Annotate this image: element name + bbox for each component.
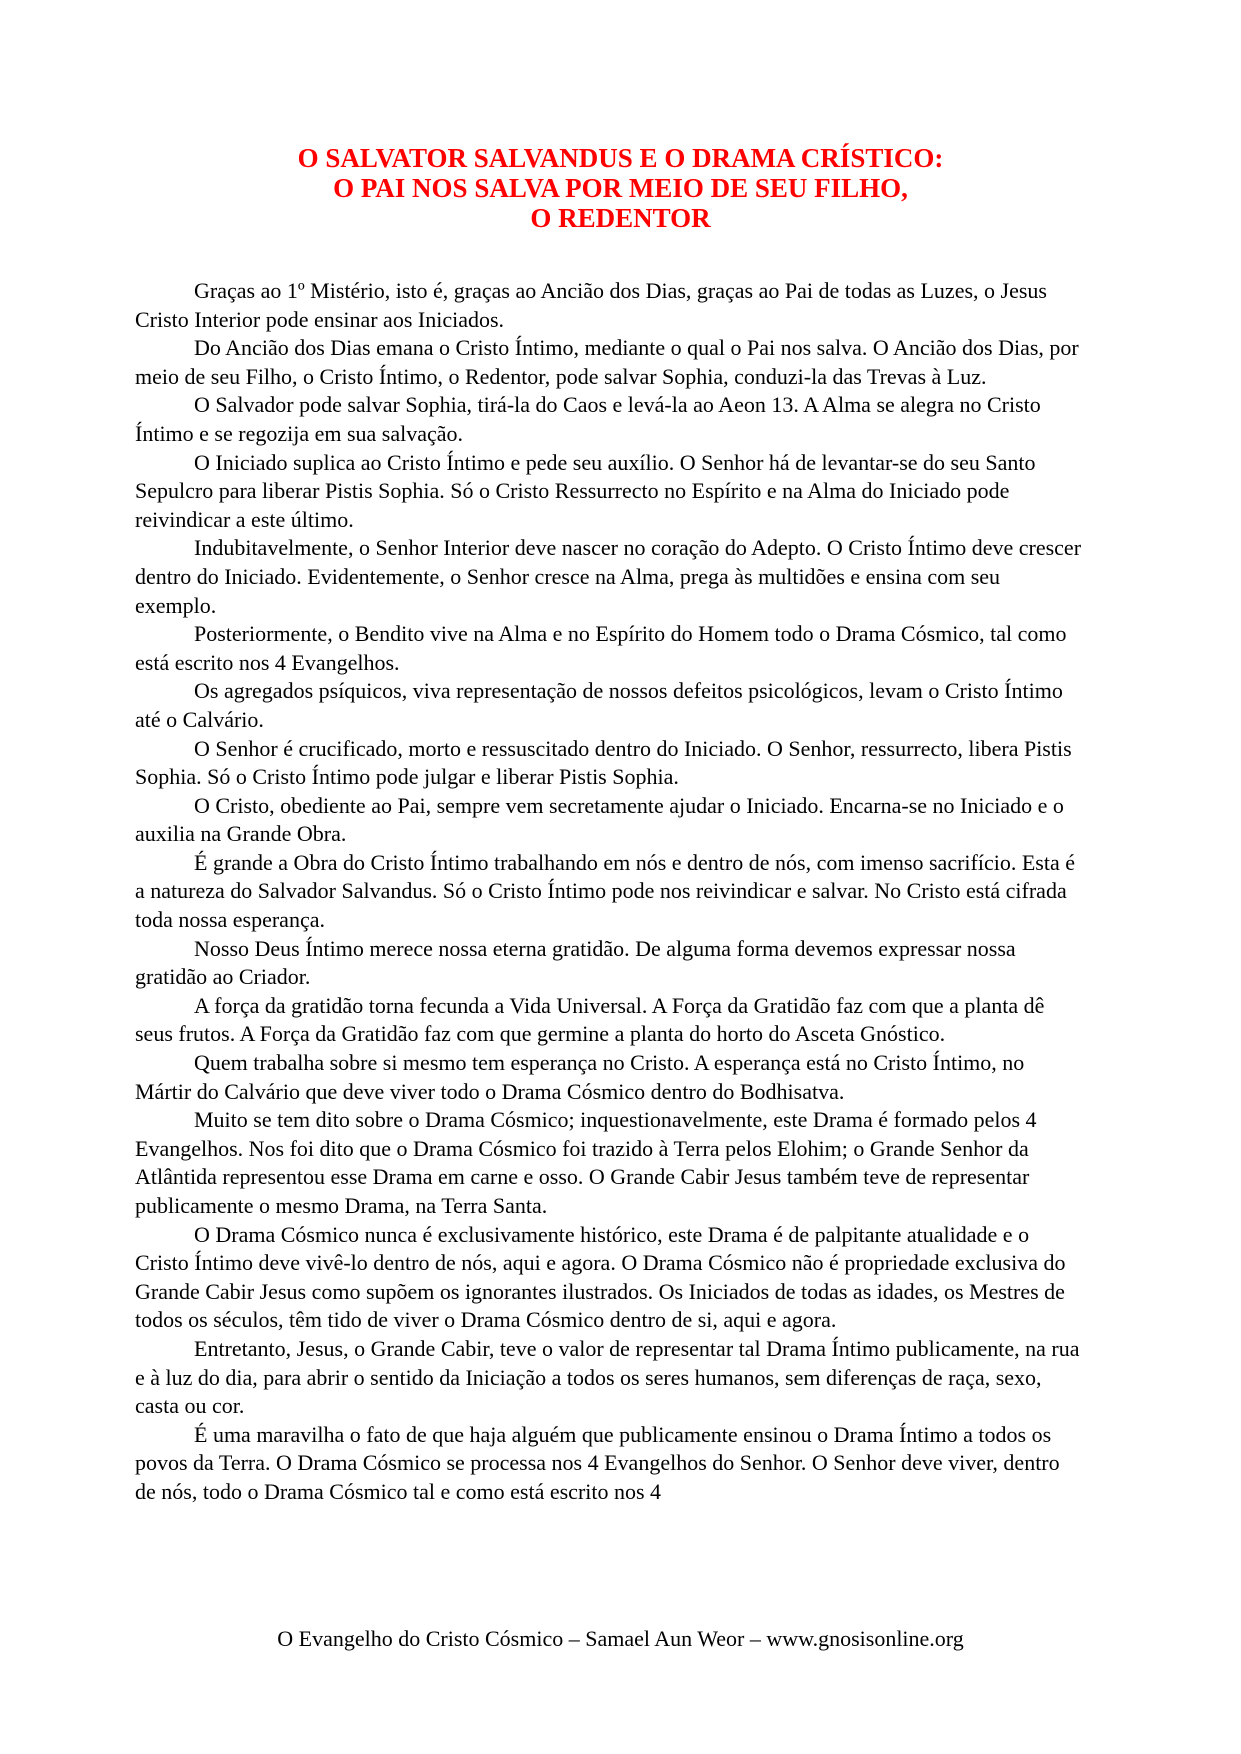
paragraph: O Salvador pode salvar Sophia, tirá-la do Caos e levá-la ao Aeon 13. A Alma se alegra no Cristo Íntimo e se regozija em sua salvação.: [135, 392, 1041, 446]
paragraph: Nosso Deus Íntimo merece nossa eterna gratidão. De alguma forma devemos expressar nossa gratidão ao Criador.: [135, 935, 1016, 990]
paragraph: É uma maravilha o fato de que haja alguém que publicamente ensinou o Drama Íntimo a todos os povos da Terra. O Drama Cósmico se processa nos 4 Evangelhos do Senhor. O Senhor deve viver, dentro de nós, todo o Drama Cósmico tal e como está escrito nos 4: [135, 1421, 1060, 1504]
paragraph: Do Ancião dos Dias emana o Cristo Íntimo, mediante o qual o Pai nos salva. O Ancião dos Dias, por meio de seu Filho, o Cristo Íntimo, o Redentor, pode salvar Sophia, conduzi-la das Trevas à Luz.: [135, 335, 1079, 389]
paragraph: O Cristo, obediente ao Pai, sempre vem secretamente ajudar o Iniciado. Encarna-se no Iniciado e o auxilia na Grande Obra.: [135, 792, 1064, 847]
paragraph: O Drama Cósmico nunca é exclusivamente histórico, este Drama é de palpitante atualidade e o Cristo Íntimo deve vivê-lo dentro de nós, aqui e agora. O Drama Cósmico não é propriedade exclusiva do Grande Cabir Jesus como supõem os ignorantes ilustrados. Os Iniciados de todas as idades, os Mestres de todos os séculos, têm tido de viver o Drama Cósmico dentro de si, aqui e agora.: [135, 1221, 1066, 1333]
paragraph: Posteriormente, o Bendito vive na Alma e no Espírito do Homem todo o Drama Cósmico, tal como está escrito nos 4 Evangelhos.: [135, 621, 1067, 675]
paragraph: A força da gratidão torna fecunda a Vida Universal. A Força da Gratidão faz com que a planta dê seus frutos. A Força da Gratidão faz com que germine a planta do horto do Asceta Gnóstico.: [135, 992, 1045, 1047]
title-line-2: O PAI NOS SALVA POR MEIO DE SEU FILHO,: [333, 173, 908, 203]
paragraph: Indubitavelmente, o Senhor Interior deve nascer no coração do Adepto. O Cristo Íntimo deve crescer dentro do Iniciado. Evidentemente, o Senhor cresce na Alma, prega às multidões e ensina com seu exemplo.: [135, 535, 1082, 618]
paragraph: O Senhor é crucificado, morto e ressuscitado dentro do Iniciado. O Senhor, ressurrecto, libera Pistis Sophia. Só o Cristo Íntimo pode julgar e liberar Pistis Sophia.: [135, 735, 1072, 790]
paragraph: Muito se tem dito sobre o Drama Cósmico; inquestionavelmente, este Drama é formado pelos 4 Evangelhos. Nos foi dito que o Drama Cósmico foi trazido à Terra pelos Elohim; o Grande Senhor da Atlântida representou esse Drama em carne e osso. O Grande Cabir Jesus também teve de representar publicamente o mesmo Drama, na Terra Santa.: [135, 1107, 1037, 1218]
title-line-1: O SALVATOR SALVANDUS E O DRAMA CRÍSTICO:: [297, 143, 944, 173]
paragraph: Os agregados psíquicos, viva representação de nossos defeitos psicológicos, levam o Cristo Íntimo até o Calvário.: [135, 678, 1063, 732]
paragraph: Graças ao 1º Mistério, isto é, graças ao Ancião dos Dias, graças ao Pai de todas as Luzes, o Jesus Cristo Interior pode ensinar aos Iniciados.: [135, 278, 1047, 332]
paragraph: O Iniciado suplica ao Cristo Íntimo e pede seu auxílio. O Senhor há de levantar-se do seu Santo Sepulcro para liberar Pistis Sophia. Só o Cristo Ressurrecto no Espírito e na Alma do Iniciado pode reivindicar a este último.: [135, 449, 1036, 532]
paragraph: Quem trabalha sobre si mesmo tem esperança no Cristo. A esperança está no Cristo Íntimo, no Mártir do Calvário que deve viver todo o Drama Cósmico dentro do Bodhisatva.: [135, 1050, 1025, 1104]
paragraph: É grande a Obra do Cristo Íntimo trabalhando em nós e dentro de nós, com imenso sacrifício. Esta é a natureza do Salvador Salvandus. Só o Cristo Íntimo pode nos reivindicar e salvar. No Cristo está cifrada toda nossa esperança.: [135, 849, 1075, 933]
body-text: [135, 277, 1085, 1507]
page-title: [0, 143, 1241, 233]
paragraph: Entretanto, Jesus, o Grande Cabir, teve o valor de representar tal Drama Íntimo publicamente, na rua e à luz do dia, para abrir o sentido da Iniciação a todos os seres humanos, sem diferenças de raça, sexo, casta ou cor.: [135, 1335, 1080, 1419]
title-line-3: O REDENTOR: [530, 203, 711, 233]
page-footer: O Evangelho do Cristo Cósmico – Samael Aun Weor – www.gnosisonline.org: [277, 1626, 964, 1651]
